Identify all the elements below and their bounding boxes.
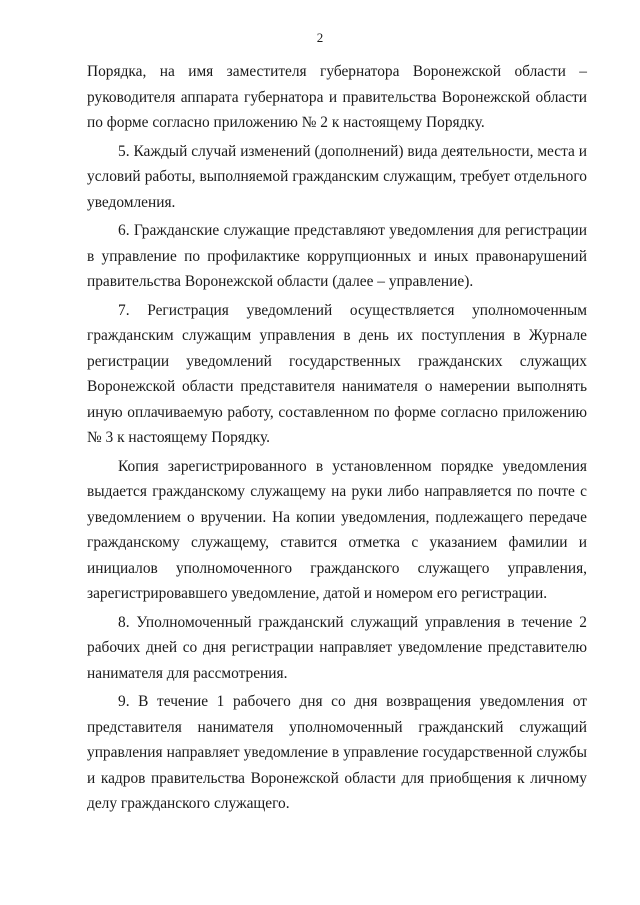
document-body [87,59,587,820]
page-number: 2 [316,30,324,45]
paragraph-item-9: 9. В течение 1 рабочего дня со дня возвращения уведомления от представителя нанимателя уполномоченный гражданский служащий управления направляет уведомление в управление государственной службы и кадров правительства Воронежской области для приобщения к личному делу гражданского служащего. [87,693,587,812]
paragraph-item-5: 5. Каждый случай изменений (дополнений) вида деятельности, места и условий работы, выполняемой гражданским служащим, требует отдельного уведомления. [87,142,587,211]
paragraph-item-8: 8. Уполномоченный гражданский служащий управления в течение 2 рабочих дней со дня регистрации направляет уведомление представителю нанимателя для рассмотрения. [87,613,587,682]
paragraph-item-7-copy: Копия зарегистрированного в установленном порядке уведомления выдается гражданскому служащему на руки либо направляется по почте с уведомлением о вручении. На копии уведомления, подлежащего передаче гражданскому служащему, ставится отметка с указанием фамилии и инициалов уполномоченного гражданского служащего управления, зарегистрировавшего уведомление, датой и номером его регистрации. [87,457,587,602]
paragraph-continuation: Порядка, на имя заместителя губернатора Воронежской области – руководителя аппарата губернатора и правительства Воронежской области по форме согласно приложению № 2 к настоящему Порядку. [87,63,587,131]
paragraph-item-7: 7. Регистрация уведомлений осуществляется уполномоченным гражданским служащим управления в день их поступления в Журнале регистрации уведомлений государственных гражданских служащих Воронежской области представителя нанимателя о намерении выполнять иную оплачиваемую работу, составленном по форме согласно приложению № 3 к настоящему Порядку. [87,301,587,446]
paragraph-item-6: 6. Гражданские служащие представляют уведомления для регистрации в управление по профилактике коррупционных и иных правонарушений правительства Воронежской области (далее – управление). [87,222,587,290]
